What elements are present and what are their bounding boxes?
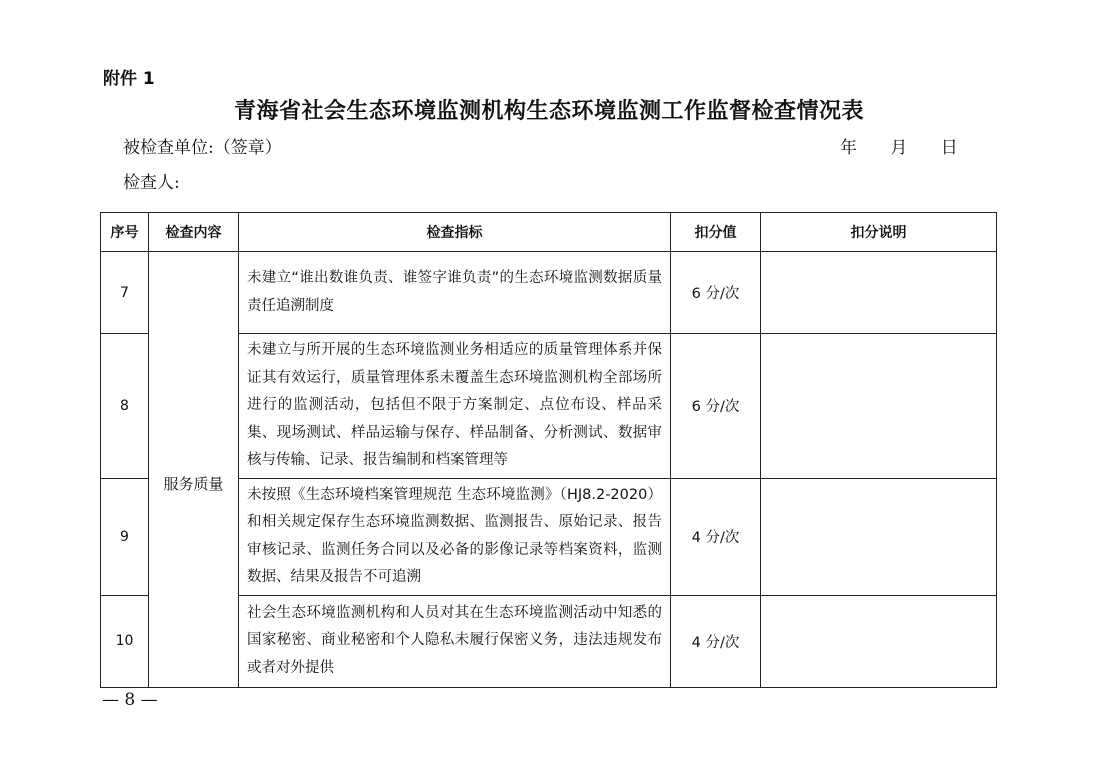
explanation-cell[interactable] <box>761 334 997 479</box>
row-number: 8 <box>101 334 149 479</box>
page-number: — 8 — <box>102 690 158 710</box>
explanation-cell[interactable] <box>761 252 997 334</box>
explanation-cell[interactable] <box>761 478 997 595</box>
column-header-explanation: 扣分说明 <box>761 213 997 252</box>
indicator-cell: 未按照《生态环境档案管理规范 生态环境监测》（HJ8.2-2020）和相关规定保存生态环境监测数据、监测报告、原始记录、报告审核记录、监测任务合同以及必备的影像记录等档案资料，监测数据、结果及报告不可追溯 <box>239 478 671 595</box>
deduction-cell: 4 分/次 <box>671 478 761 595</box>
column-header-no: 序号 <box>101 213 149 252</box>
deduction-cell: 6 分/次 <box>671 252 761 334</box>
column-header-indicator: 检查指标 <box>239 213 671 252</box>
category-cell: 服务质量 <box>149 252 239 688</box>
table-row <box>101 252 997 334</box>
date-label: 年 月 日 <box>840 138 958 158</box>
indicator-cell: 社会生态环境监测机构和人员对其在生态环境监测活动中知悉的国家秘密、商业秘密和个人隐私未履行保密义务，违法违规发布或者对外提供 <box>239 595 671 687</box>
indicator-cell: 未建立“谁出数谁负责、谁签字谁负责”的生态环境监测数据质量责任追溯制度 <box>239 252 671 334</box>
explanation-cell[interactable] <box>761 595 997 687</box>
table-header-row <box>101 213 997 252</box>
deduction-cell: 4 分/次 <box>671 595 761 687</box>
inspected-unit-label: 被检查单位:（签章） <box>123 138 282 158</box>
column-header-deduction: 扣分值 <box>671 213 761 252</box>
row-number: 9 <box>101 478 149 595</box>
indicator-cell: 未建立与所开展的生态环境监测业务相适应的质量管理体系并保证其有效运行，质量管理体系未覆盖生态环境监测机构全部场所进行的监测活动，包括但不限于方案制定、点位布设、样品采集、现场测试、样品运输与保存、样品制备、分析测试、数据审核与传输、记录、报告编制和档案管理等 <box>239 334 671 479</box>
column-header-content: 检查内容 <box>149 213 239 252</box>
inspection-table <box>100 212 997 688</box>
document-title: 青海省社会生态环境监测机构生态环境监测工作监督检查情况表 <box>233 98 864 124</box>
row-number: 7 <box>101 252 149 334</box>
inspector-label: 检查人: <box>123 173 180 193</box>
deduction-cell: 6 分/次 <box>671 334 761 479</box>
row-number: 10 <box>101 595 149 687</box>
attachment-label: 附件 1 <box>103 69 155 89</box>
